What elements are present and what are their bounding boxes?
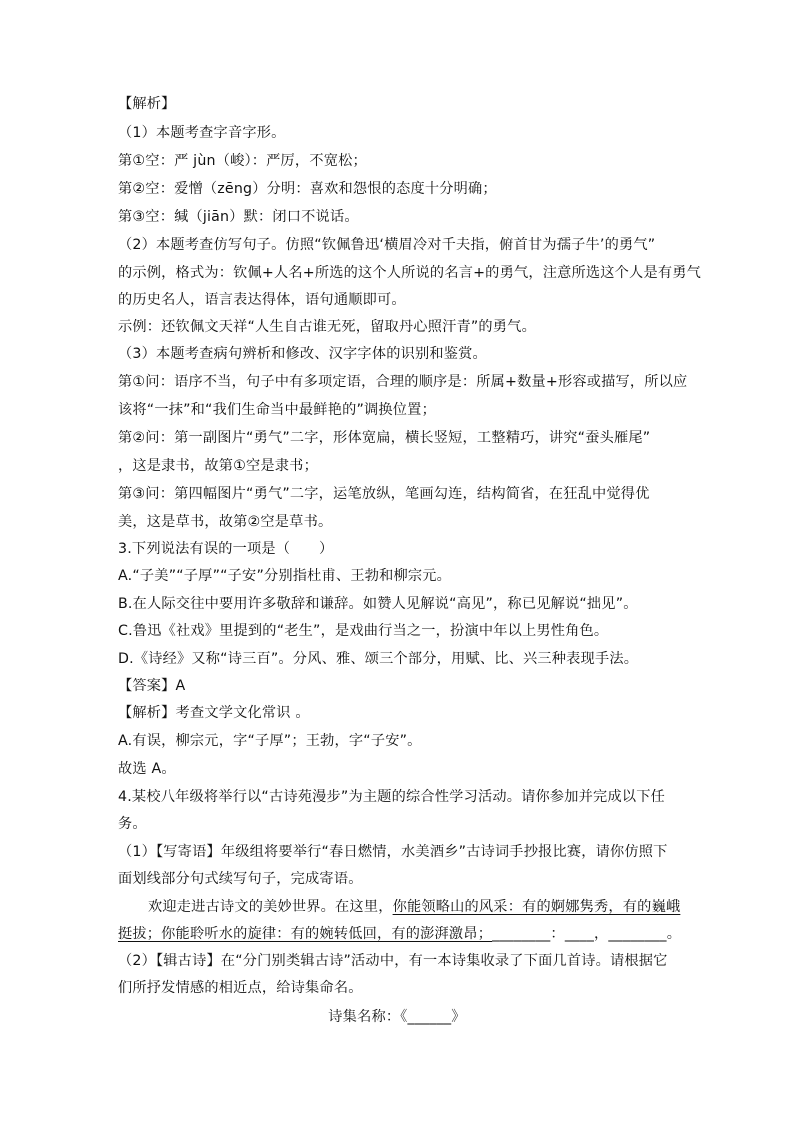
- text-line: 示例：还钦佩文天祥“人生自古谁无死，留取丹心照汗青”的勇气。: [118, 319, 536, 335]
- collection-name-blank: 诗集名称：《______》: [328, 1009, 466, 1025]
- option-d: D.《诗经》又称“诗三百”。分风、雅、颂三个部分，用赋、比、兴三种表现手法。: [118, 651, 639, 667]
- text-line: 面划线部分句式续写句子，完成寄语。: [118, 871, 363, 887]
- text-line: 美，这是草书，故第②空是草书。: [118, 514, 333, 530]
- text-line: 第①空：严 jùn（峻）：严厉，不宽松；: [118, 153, 367, 169]
- sub-question-2: （2）【辑古诗】在“分门别类辑古诗”活动中，有一本诗集收录了下面几首诗。请根据它: [118, 953, 668, 969]
- analysis-heading: 【解析】: [118, 96, 176, 112]
- underlined-text: 你能领略山的风采：有的婀娜隽秀，有的巍峨: [392, 899, 681, 915]
- answer-blanks: ________：____，________。: [492, 926, 682, 942]
- text-line: ，这是隶书，故第①空是隶书；: [118, 458, 318, 474]
- message-line-2: [118, 925, 681, 943]
- text-line: 的历史名人，语言表达得体，语句通顺即可。: [118, 292, 406, 308]
- text-line: 该将“一抹”和“我们生命当中最鲜艳的”调换位置；: [118, 402, 436, 418]
- message-line-1: [148, 898, 680, 916]
- text-line: A.有误，柳宗元，字“子厚”；王勃，字“子安”。: [118, 733, 422, 749]
- text-line: 们所抒发情感的相近点，给诗集命名。: [118, 980, 363, 996]
- text-line: 第③问：第四幅图片“勇气”二字，运笔放纵，笔画勾连，结构简省，在狂乱中觉得优: [118, 486, 650, 502]
- option-a: A.“子美”“子厚”“子安”分别指杜甫、王勃和柳宗元。: [118, 568, 452, 584]
- text-line: 第③空：缄（jiān）默：闭口不说话。: [118, 209, 359, 225]
- text-line: 第②问：第一副图片“勇气”二字，形体宽扁，横长竖短，工整精巧，讲究“蚕头雁尾”: [118, 430, 651, 446]
- text-line: （1）本题考查字音字形。: [118, 125, 286, 141]
- text-line: （2）本题考查仿写句子。仿照“钦佩鲁迅‘横眉冷对千夫指，俯首甘为孺子牛’的勇气”: [118, 237, 656, 253]
- message-text: 欢迎走进古诗文的美妙世界。在这里，: [148, 899, 393, 915]
- question-4: 4.某校八年级将举行以“古诗苑漫步”为主题的综合性学习活动。请你参加并完成以下任: [118, 789, 665, 805]
- text-line: （3）本题考查病句辨析和修改、汉字字体的识别和鉴赏。: [118, 346, 487, 362]
- answer: 【答案】A: [118, 678, 186, 694]
- option-c: C.鲁迅《社戏》里提到的“老生”，是戏曲行当之一，扮演中年以上男性角色。: [118, 623, 609, 639]
- text-line: 故选 A。: [118, 761, 176, 777]
- option-b: B.在人际交往中要用许多敬辞和谦辞。如赞人见解说“高见”，称已见解说“拙见”。: [118, 596, 638, 612]
- text-line: 第①问：语序不当，句子中有多项定语，合理的顺序是：所属+数量+形容或描写，所以应: [118, 374, 688, 390]
- text-line: 务。: [118, 816, 147, 832]
- question-3: 3.下列说法有误的一项是（ ）: [118, 541, 334, 557]
- analysis-line: 【解析】考查文学文化常识 。: [118, 705, 310, 721]
- sub-question-1: （1）【写寄语】年级组将要举行“春日燃情，水美酒乡”古诗词手抄报比赛，请你仿照下: [118, 844, 668, 860]
- text-line: 第②空：爱憎（zēng）分明：喜欢和怨恨的态度十分明确；: [118, 181, 497, 197]
- underlined-text: 挺拔；你能聆听水的旋律：有的婉转低回，有的澎湃激昂；: [118, 926, 493, 942]
- text-line: 的示例，格式为：钦佩+人名+所选的这个人所说的名言+的勇气，注意所选这个人是有勇气: [118, 265, 701, 281]
